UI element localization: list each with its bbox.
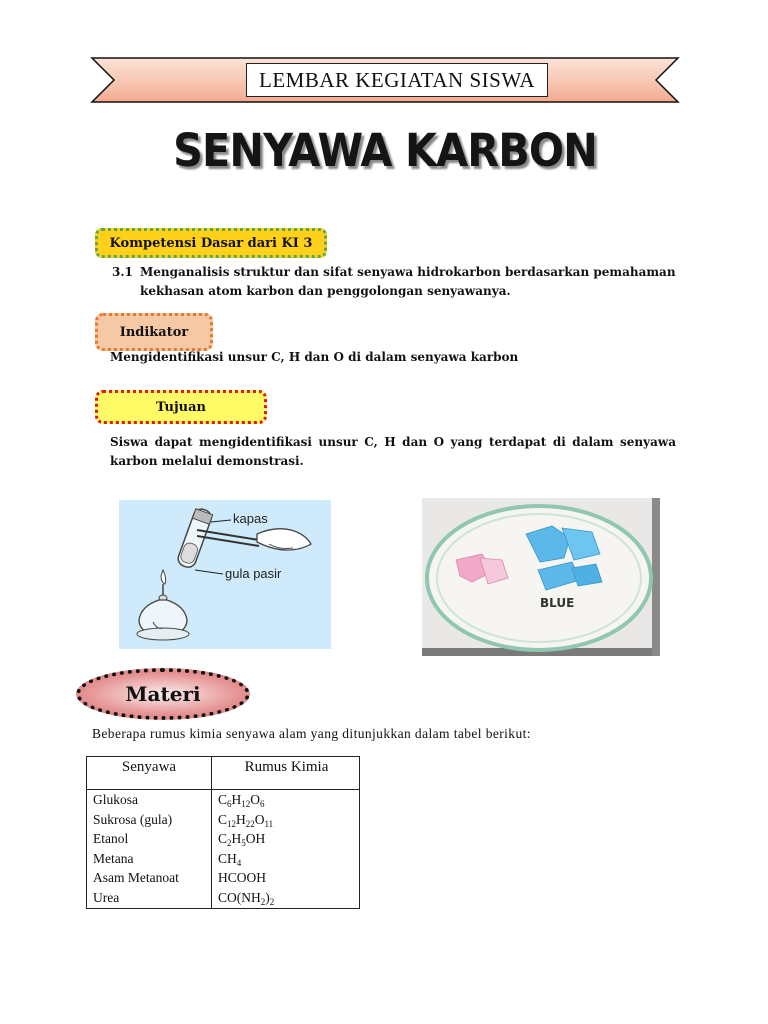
- formula-subscript: 12: [227, 818, 237, 829]
- formula-subscript: 12: [241, 799, 251, 809]
- formula-subscript: 2: [260, 896, 266, 907]
- formula-subscript: 5: [241, 838, 246, 848]
- kompetensi-text-line2: kekhasan atom karbon dan penggolongan senyawanya.: [140, 284, 511, 298]
- materi-label: Materi: [76, 668, 250, 720]
- formula-part: C: [218, 811, 228, 827]
- formula-subscript: 4: [236, 857, 242, 868]
- page-title: SENYAWA KARBON: [173, 124, 597, 177]
- formula-part: ): [265, 889, 270, 905]
- cell-senyawa: Metana: [93, 850, 134, 866]
- petri-dish-photo: [422, 498, 660, 656]
- cell-senyawa: Sukrosa (gula): [93, 811, 173, 827]
- formula-subscript: 11: [264, 818, 274, 829]
- experiment-figure: [119, 500, 331, 649]
- formula-subscript: 2: [269, 896, 275, 907]
- indikator-text: Mengidentifikasi unsur C, H dan O di dalam senyawa karbon: [110, 350, 519, 364]
- label-blue: BLUE: [540, 596, 575, 610]
- formula-subscript: 2: [227, 838, 232, 848]
- materi-intro: Beberapa rumus kimia senyawa alam yang ditunjukkan dalam tabel berikut:: [92, 726, 531, 741]
- table-row: [87, 790, 359, 810]
- formula-part: CO(NH: [218, 889, 261, 905]
- formula-subscript: 6: [227, 799, 232, 809]
- cell-rumus-kimia: [218, 849, 241, 869]
- formula-part: OH: [245, 831, 266, 846]
- table-row: [87, 810, 359, 830]
- table-row: [87, 829, 359, 849]
- cell-rumus-kimia: [218, 829, 265, 849]
- formula-part: C: [218, 792, 228, 807]
- cell-senyawa: Etanol: [93, 831, 129, 846]
- formula-part: H: [231, 792, 242, 807]
- table-row: [87, 849, 359, 869]
- cell-senyawa: Urea: [93, 889, 120, 905]
- kompetensi-number: 3.1: [112, 265, 133, 279]
- cell-senyawa: Asam Metanoat: [93, 870, 179, 885]
- cell-senyawa: Glukosa: [93, 792, 138, 807]
- header-rumus-kimia: Rumus Kimia: [244, 759, 329, 775]
- formula-subscript: 22: [245, 818, 255, 829]
- formula-part: O: [254, 811, 265, 827]
- tujuan-label: Tujuan: [95, 390, 267, 424]
- formula-part: HCOOH: [218, 870, 267, 885]
- formula-part: O: [250, 792, 261, 807]
- petri-dish-illustration: [422, 498, 660, 656]
- label-gula-pasir: gula pasir: [225, 566, 282, 581]
- table-body: [87, 790, 359, 907]
- formula-part: C: [218, 831, 228, 846]
- formula-part: H: [236, 811, 246, 827]
- cell-rumus-kimia: [218, 888, 274, 908]
- formula-subscript: 6: [260, 799, 265, 809]
- table-row: [87, 888, 359, 908]
- formula-part: H: [231, 831, 242, 846]
- table-row: [87, 868, 359, 888]
- label-kapas: kapas: [233, 511, 268, 526]
- tujuan-text-line1: Siswa dapat mengidentifikasi unsur C, H dan O yang terdapat di dalam senyawa: [110, 435, 676, 449]
- header-senyawa: Senyawa: [121, 759, 177, 775]
- cell-rumus-kimia: [218, 810, 273, 830]
- cell-rumus-kimia: [218, 790, 265, 810]
- cell-rumus-kimia: [218, 868, 266, 888]
- formula-part: CH: [218, 850, 237, 866]
- indikator-label: Indikator: [95, 313, 213, 351]
- banner-title: LEMBAR KEGIATAN SISWA: [246, 63, 548, 97]
- kompetensi-text-line1: Menganalisis struktur dan sifat senyawa hidrokarbon berdasarkan pemahaman: [140, 265, 676, 279]
- formula-table: [86, 756, 360, 909]
- kompetensi-label: Kompetensi Dasar dari KI 3: [95, 228, 327, 258]
- tujuan-text-line2: karbon melalui demonstrasi.: [110, 454, 304, 468]
